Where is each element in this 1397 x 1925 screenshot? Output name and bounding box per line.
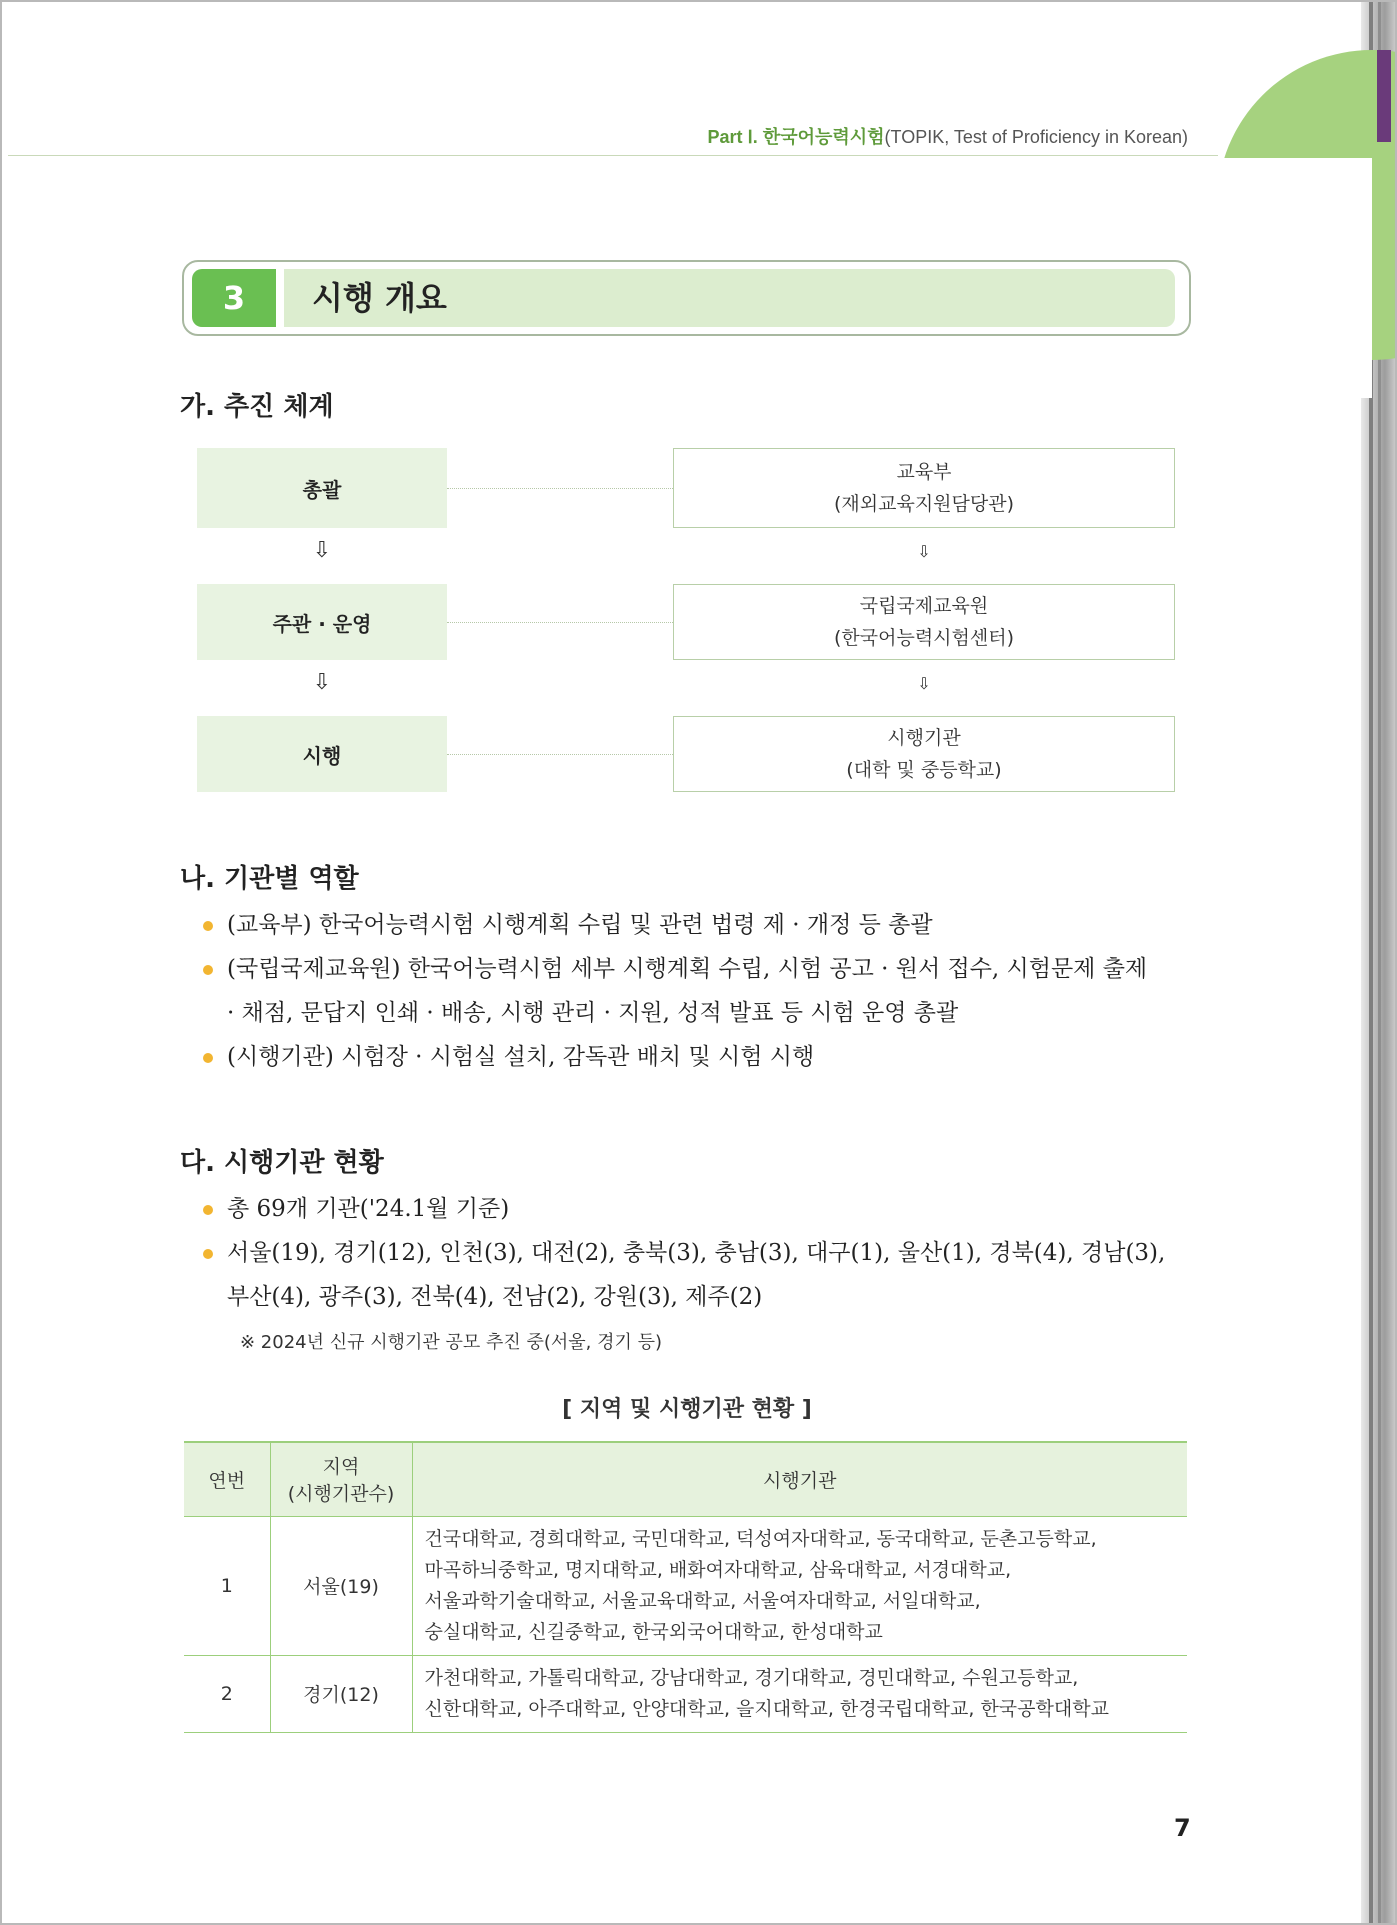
institution-line: 건국대학교, 경희대학교, 국민대학교, 덕성여자대학교, 동국대학교, 둔촌고등학교, (424, 1527, 1097, 1550)
note: ※ 2024년 신규 시행기관 공모 추진 중(서울, 경기 등) (240, 1332, 663, 1353)
flow-org-detail: (한국어능력시험센터) (833, 627, 1014, 649)
section-number: 3 (192, 269, 276, 327)
flow-arrow-down-icon: ⇩ (312, 538, 332, 563)
flow-arrow-down-icon: ⇩ (312, 670, 332, 695)
flow-connector (447, 622, 673, 623)
flow-org-name: 시행기관 (887, 727, 961, 749)
header-circle-mask (1202, 158, 1372, 398)
institution-line: 서울과학기술대학교, 서울교육대학교, 서울여자대학교, 서일대학교, (424, 1589, 981, 1612)
institution-line: 숭실대학교, 신길중학교, 한국외국어대학교, 한성대학교 (424, 1620, 883, 1643)
list-item-continuation: 부산(4), 광주(3), 전북(4), 전남(2), 강원(3), 제주(2) (227, 1284, 763, 1310)
column-header-region-line: (시행기관수) (287, 1483, 395, 1506)
cell-no: 2 (184, 1655, 270, 1732)
column-header-no: 연번 (184, 1442, 270, 1516)
page-number: 7 (1174, 1814, 1191, 1842)
flow-org-institutions (673, 716, 1175, 792)
running-header (707, 123, 1188, 149)
list-item-continuation: · 채점, 문답지 인쇄 · 배송, 시행 관리 · 지원, 성적 발표 등 시험 운영 총괄 (227, 1000, 959, 1026)
header-rule (8, 155, 1218, 156)
table-row (184, 1655, 1187, 1732)
regions-table (184, 1441, 1187, 1733)
cell-institutions (412, 1516, 1187, 1655)
institution-line: 가천대학교, 가톨릭대학교, 강남대학교, 경기대학교, 경민대학교, 수원고등학교, (424, 1666, 1079, 1689)
list-item: 서울(19), 경기(12), 인천(3), 대전(2), 충북(3), 충남(3), 대구(1), 울산(1), 경북(4), 경남(3), (197, 1231, 1197, 1275)
subsection-heading-status: 다. 시행기관 현황 (180, 1148, 384, 1178)
flow-role-management: 주관 · 운영 (197, 584, 447, 660)
list-item: (교육부) 한국어능력시험 시행계획 수립 및 관련 법령 제 · 개정 등 총괄 (197, 903, 1197, 947)
table-header-row (184, 1442, 1187, 1516)
institution-line: 신한대학교, 아주대학교, 안양대학교, 을지대학교, 한경국립대학교, 한국공학대학교 (424, 1697, 1109, 1720)
list-item: 총 69개 기관('24.1월 기준) (197, 1187, 1197, 1231)
institution-line: 마곡하늬중학교, 명지대학교, 배화여자대학교, 삼육대학교, 서경대학교, (424, 1558, 1012, 1581)
flow-connector (447, 754, 673, 755)
flow-arrow-down-icon: ⇩ (917, 674, 931, 693)
flow-org-name: 국립국제교육원 (859, 595, 989, 617)
cell-institutions (412, 1655, 1187, 1732)
column-header-region (270, 1442, 412, 1516)
chapter-tab (1377, 50, 1391, 142)
flow-org-niied (673, 584, 1175, 660)
subsection-heading-structure: 가. 추진 체계 (180, 392, 334, 422)
cell-no: 1 (184, 1516, 270, 1655)
flow-role-administration: 시행 (197, 716, 447, 792)
status-list (197, 1187, 1197, 1319)
flow-org-ministry (673, 448, 1175, 528)
roles-list (197, 903, 1197, 1079)
header-part-subtitle: (TOPIK, Test of Proficiency in Korean) (884, 127, 1188, 147)
list-item: (국립국제교육원) 한국어능력시험 세부 시행계획 수립, 시험 공고 · 원서 접수, 시험문제 출제 (197, 947, 1197, 991)
subsection-heading-roles: 나. 기관별 역할 (180, 864, 359, 894)
flow-role-oversight: 총괄 (197, 448, 447, 528)
flow-org-detail: (재외교육지원담당관) (833, 493, 1014, 515)
section-title-box (182, 260, 1191, 336)
table-title: [ 지역 및 시행기관 현황 ] (562, 1397, 812, 1422)
flow-arrow-down-icon: ⇩ (917, 542, 931, 561)
section-title: 시행 개요 (312, 279, 447, 317)
cell-region: 경기(12) (270, 1655, 412, 1732)
cell-region: 서울(19) (270, 1516, 412, 1655)
column-header-region-line: 지역 (322, 1456, 360, 1479)
table-row (184, 1516, 1187, 1655)
column-header-institutions: 시행기관 (412, 1442, 1187, 1516)
flow-org-name: 교육부 (896, 461, 952, 483)
header-part-label: Part Ⅰ. 한국어능력시험 (707, 127, 885, 147)
list-item: (시행기관) 시험장 · 시험실 설치, 감독관 배치 및 시험 시행 (197, 1035, 1197, 1079)
flow-connector (447, 488, 673, 489)
flow-org-detail: (대학 및 중등학교) (846, 759, 1002, 781)
